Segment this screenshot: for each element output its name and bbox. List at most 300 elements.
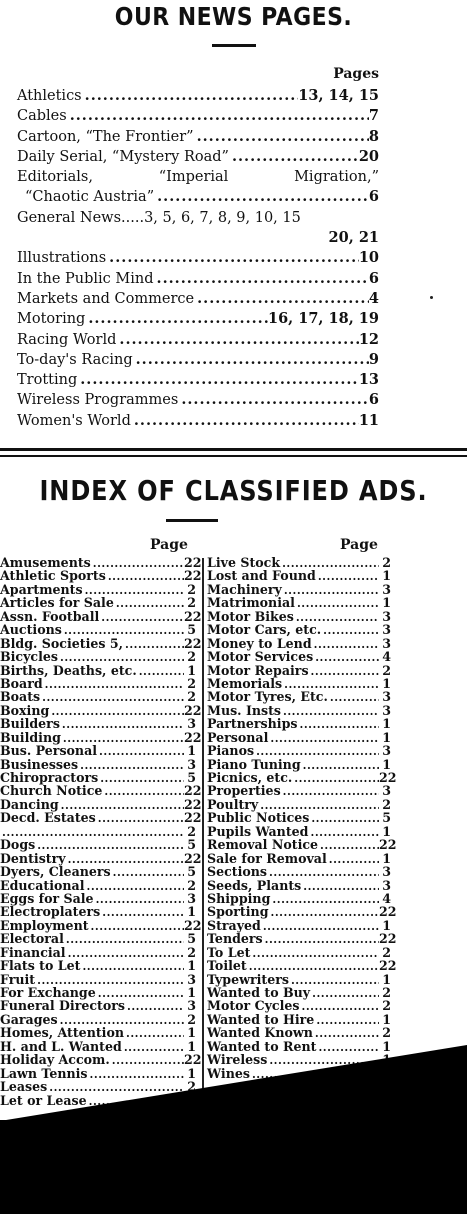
classified-entry (0, 946, 196, 959)
classified-entry-page: 3 (187, 971, 196, 987)
section-divider-thin (0, 455, 467, 457)
classified-entry-page: 3 (382, 877, 391, 893)
classified-entry (0, 677, 196, 690)
classified-entry-page: 1 (187, 1025, 196, 1041)
classified-entry-page: 22 (184, 555, 202, 570)
classified-entry-page: 2 (382, 998, 391, 1014)
classified-entry (207, 637, 391, 650)
classified-entry-page: 22 (184, 850, 202, 866)
leader-dots (269, 906, 380, 919)
classified-entry-label: Building (0, 729, 61, 745)
scan-speck (430, 296, 433, 299)
leader-dots (268, 732, 379, 745)
leader-dots (308, 826, 379, 839)
classified-entry (207, 999, 391, 1012)
left-page-header: Page (150, 537, 188, 553)
classified-entry-label: Properties (207, 783, 281, 799)
classified-entry (207, 865, 391, 878)
classified-entry (0, 917, 202, 933)
classified-entry-page: 1 (187, 1038, 196, 1054)
classified-entry-label: Births, Deaths, etc. (0, 662, 137, 678)
classified-entry-page: 22 (379, 904, 397, 920)
classified-entry-label: Seeds, Plants (207, 877, 302, 893)
classified-entry-label: Eggs for Sale (0, 890, 94, 906)
classified-entry-page: 3 (187, 998, 196, 1014)
leader-dots (301, 759, 379, 772)
classified-entry-page: 1 (382, 568, 391, 584)
leader-dots (124, 1027, 184, 1040)
classified-entry (207, 556, 391, 569)
classified-entry-page: 5 (187, 931, 196, 947)
classified-entry-page: 22 (184, 608, 202, 624)
news-entry: Wireless Programmes ..... 6 (17, 390, 379, 410)
classified-entry-label: Boxing (0, 702, 50, 718)
leader-dots (309, 812, 379, 825)
classified-entry-label: For Exchange (0, 985, 96, 1000)
classified-entry (0, 744, 196, 757)
classified-entry-page: 2 (382, 985, 391, 1000)
classified-entry (0, 568, 202, 584)
classified-entry (0, 664, 196, 677)
leader-dots (310, 987, 379, 1000)
classified-entry-page: 22 (184, 702, 202, 718)
classified-entry-label: Live Stock (207, 555, 281, 570)
classified-entry (0, 608, 202, 624)
classified-entry (0, 865, 196, 878)
classified-entry-label: Strayed (207, 917, 261, 933)
classified-entry-page: 22 (184, 729, 202, 745)
classified-entry-label: Bus. Personal (0, 743, 98, 759)
classified-entry (0, 596, 196, 609)
classified-entry-label: Wireless (207, 1052, 268, 1068)
classified-entry-page: 3 (382, 581, 391, 597)
classified-entry (207, 986, 391, 999)
classified-entry-label: Money to Lend (207, 635, 312, 651)
classified-entry-page: 2 (382, 796, 391, 812)
leader-dots (94, 893, 184, 906)
classified-entry-page: 1 (382, 1011, 391, 1027)
classified-entry-label: Let or Lease (0, 1092, 87, 1108)
classified-entry (207, 610, 391, 623)
classified-entry-label: Fruit (0, 971, 36, 987)
classified-entry (0, 986, 196, 999)
classified-entry-page: 22 (184, 635, 202, 651)
classified-entry-page: 2 (382, 944, 391, 960)
classified-entry-page: 1 (187, 662, 196, 678)
classified-entry-page: 5 (187, 864, 196, 880)
classified-entry (0, 690, 196, 703)
classified-entry-page: 22 (184, 917, 202, 933)
classified-entry (0, 973, 196, 986)
classified-entry-page: 2 (187, 675, 196, 691)
classified-entry-page: 2 (382, 662, 391, 678)
classified-entry-page: 1 (382, 823, 391, 839)
leader-dots (125, 1000, 184, 1013)
leader-dots (123, 638, 184, 651)
news-entry: Daily Serial, “Mystery Road” ..... 20 (17, 147, 379, 167)
classified-entry (0, 583, 196, 596)
leader-dots (40, 691, 184, 704)
leader-dots (97, 745, 184, 758)
classified-entry-page: 1 (382, 595, 391, 611)
classified-entry (0, 905, 196, 918)
classified-entry-label: Personal (207, 729, 269, 745)
classified-entry-label: Lost and Found (207, 568, 316, 584)
classified-entry-page: 22 (184, 568, 202, 584)
classified-entry-label: Memorials (207, 675, 283, 691)
classified-entry-label: Wanted to Hire (207, 1011, 315, 1027)
classified-entry (0, 810, 202, 826)
classified-entry-label: Motor Cars, etc. (207, 622, 322, 638)
classified-entry (207, 904, 397, 920)
classified-entry (207, 958, 397, 974)
classified-entry-page: 3 (187, 756, 196, 772)
news-entry: General News.....3, 5, 6, 7, 8, 9, 10, 15 (17, 209, 301, 226)
classified-entry-label: Dyers, Cleaners (0, 864, 111, 880)
leader-dots (64, 933, 184, 946)
leader-dots (282, 584, 379, 597)
classified-entry (0, 932, 196, 945)
classified-entry-page: 1 (382, 1052, 391, 1068)
classified-entry-label: Garages (0, 1011, 58, 1027)
news-entry: Markets and Commerce ..... 4 (17, 289, 379, 309)
classified-entry-page: 2 (382, 1025, 391, 1041)
classified-entry (207, 770, 397, 785)
classified-entry (207, 664, 391, 677)
leader-dots (297, 718, 379, 731)
classified-entry-page: 22 (379, 837, 397, 853)
news-entry: “Chaotic Austria” ..... 6 (17, 187, 379, 207)
classified-entry (0, 1013, 196, 1026)
classified-entry (207, 1013, 391, 1026)
classified-entry-label: Amusements (0, 555, 91, 570)
leader-dots (80, 960, 184, 973)
classified-entry-label: Partnerships (207, 716, 298, 732)
classified-entry-page: 22 (184, 1052, 202, 1068)
classified-entry-page: 1 (382, 1065, 391, 1081)
classified-entry (0, 796, 202, 812)
classified-entry-label: To Let (207, 944, 251, 960)
classified-entry (0, 717, 196, 730)
leader-dots (316, 570, 379, 583)
leader-dots (301, 880, 379, 893)
news-entry: Women's World ..... 11 (17, 411, 379, 431)
classified-entry (0, 758, 196, 771)
classified-entry-label: Wanted to Rent (207, 1038, 317, 1054)
classified-entry (0, 1026, 196, 1039)
classified-entry-page: 2 (187, 689, 196, 705)
classified-entry-page: 2 (187, 595, 196, 611)
classified-entry-page: 1 (382, 1038, 391, 1054)
classified-entry (0, 892, 196, 905)
classified-entry (207, 650, 391, 663)
classified-entry-label: Motor Tyres, Etc. (207, 689, 328, 705)
classified-entry-page: 22 (184, 783, 202, 799)
classified-entry-page: 1 (382, 716, 391, 732)
classified-entry (207, 919, 391, 932)
classified-entry-label: Athletic Sports (0, 568, 106, 584)
classified-entry-page: 22 (379, 958, 397, 974)
classified-entry (0, 850, 202, 866)
classified-entry (0, 729, 202, 745)
classified-entry-label: Motor Cycles (207, 998, 300, 1014)
classified-entry-label: Bldg. Societies 5, (0, 635, 124, 651)
classified-entry (207, 731, 391, 744)
news-entry: Racing World ..... 12 (17, 330, 379, 350)
classified-entry-label: Chiropractors (0, 770, 99, 785)
classified-entry-label: Apartments (0, 581, 83, 597)
classified-entry-page: 4 (382, 890, 391, 906)
news-entry: Editorials, “Imperial Migration,” (17, 169, 379, 186)
classified-entry-page: 1 (187, 1065, 196, 1081)
classified-entry-label: Tenders (207, 931, 263, 947)
leader-dots (270, 893, 379, 906)
pages-column-header: Pages (333, 66, 379, 82)
news-pages-title: OUR NEWS PAGES. (114, 2, 353, 31)
classified-entry-label: Assn. Football (0, 608, 100, 624)
classified-entry-label: Auctions (0, 622, 62, 638)
classified-entry-page: 22 (184, 796, 202, 812)
classified-entry-label: H. and L. Wanted (0, 1038, 122, 1054)
classified-entry (207, 596, 391, 609)
classified-entry (0, 635, 202, 651)
classified-entry-label: Sections (207, 864, 268, 880)
leader-dots (309, 665, 379, 678)
classified-entry-page: 3 (382, 783, 391, 799)
leader-dots (292, 772, 379, 785)
classified-entry (207, 837, 397, 853)
classified-entry-page: 5 (187, 622, 196, 638)
classified-entry-page: 1 (187, 958, 196, 974)
classified-entry (207, 973, 391, 986)
classified-title-underline (166, 519, 218, 522)
classified-entry-label: Dentistry (0, 850, 66, 866)
classified-entry (207, 583, 391, 596)
classified-entry-label: Decd. Estates (0, 810, 96, 826)
classified-entry-page: 3 (382, 743, 391, 759)
classified-entry-label: Piano Tuning (207, 756, 301, 772)
classified-entry (207, 946, 391, 959)
classified-entry-page: 5 (382, 810, 391, 826)
leader-dots (314, 1014, 379, 1027)
leader-dots (98, 772, 184, 785)
leader-dots (85, 880, 185, 893)
classified-entry (207, 852, 391, 865)
classified-entry-page: 2 (187, 1011, 196, 1027)
classified-entry-label: Wines (207, 1065, 250, 1081)
classified-entry-label: Financial (0, 944, 66, 960)
classified-entry (207, 690, 391, 703)
classified-entry (0, 702, 202, 718)
leader-dots (111, 866, 184, 879)
news-entry: Cables ..... 7 (17, 106, 379, 126)
leader-dots (250, 947, 379, 960)
classified-entry (0, 555, 202, 570)
classified-entry (207, 879, 391, 892)
news-entry: To-day's Racing ..... 9 (17, 350, 379, 370)
classified-entry-label: Toilet (207, 958, 247, 974)
leader-dots (49, 705, 184, 718)
classified-entry-label: Church Notice (0, 783, 103, 799)
classified-entry-page: 1 (382, 675, 391, 691)
classified-entry (207, 677, 391, 690)
classified-entry-label: Public Notices (207, 810, 310, 826)
classified-entry-label: Removal Notice (207, 837, 319, 853)
classified-entry-label: Typewriters (207, 971, 289, 987)
leader-dots (43, 678, 184, 691)
classified-entry-page: 2 (187, 649, 196, 665)
classified-entry-label: Pianos (207, 743, 255, 759)
leader-dots (96, 812, 184, 825)
classified-entry-page: 5 (187, 770, 196, 785)
section-divider-thick (0, 448, 467, 451)
leader-dots (99, 611, 184, 624)
classified-entry-label: Boats (0, 689, 41, 705)
news-entry: Athletics ..... 13, 14, 15 (17, 86, 379, 106)
classified-entry (207, 623, 391, 636)
news-entry: Illustrations ..... 10 (17, 248, 379, 268)
classified-entry-label: Funeral Directors (0, 998, 125, 1014)
classified-entry (207, 784, 391, 797)
news-entry: Motoring ..... 16, 17, 18, 19 (17, 309, 379, 329)
classified-right-column (207, 555, 397, 1081)
classified-entry-page: 2 (187, 944, 196, 960)
classified-entry-label: Dancing (0, 796, 59, 812)
leader-dots (102, 785, 184, 798)
classified-entry (0, 783, 202, 799)
classified-entry-page: 22 (379, 770, 397, 785)
classified-entry-page: 3 (187, 890, 196, 906)
leader-dots (328, 691, 379, 704)
classified-entry-label: Businesses (0, 756, 79, 772)
classified-entry-page: 22 (379, 931, 397, 947)
leader-dots (137, 665, 184, 678)
classified-entry-label: Electoral (0, 931, 64, 947)
classified-entry-page: 2 (187, 823, 196, 839)
classified-entry (207, 931, 397, 947)
leader-dots (100, 906, 184, 919)
classified-entry (207, 1026, 391, 1039)
classified-entry-label: Leases (0, 1079, 48, 1095)
classified-entry-page: 1 (382, 729, 391, 745)
leader-dots (312, 638, 379, 651)
classified-entry-label: Electroplaters (0, 904, 101, 920)
classified-entry-label: Motor Services (207, 649, 314, 665)
leader-dots (114, 597, 184, 610)
classified-entry (207, 569, 391, 582)
classified-entry (207, 704, 391, 717)
classified-entry-label: Motor Bikes (207, 608, 294, 624)
classified-entry-page: 3 (382, 635, 391, 651)
classified-entry-label: Motor Repairs (207, 662, 309, 678)
column-separator (202, 558, 204, 1098)
scan-shadow (0, 1045, 467, 1121)
classified-entry-page: 3 (382, 702, 391, 718)
classified-entry-page: 3 (382, 608, 391, 624)
classified-entry-label: Pupils Wanted (207, 823, 309, 839)
classified-entry-label: Sporting (207, 904, 269, 920)
leader-dots (66, 947, 184, 960)
leader-dots (313, 651, 379, 664)
classified-entry (0, 959, 196, 972)
classified-entry-page: 3 (382, 864, 391, 880)
classified-entry-label: Dogs (0, 837, 36, 853)
leader-dots (321, 624, 379, 637)
classified-entry-page: 1 (187, 743, 196, 759)
classified-index-title: INDEX OF CLASSIFIED ADS. (39, 474, 428, 507)
classified-entry-page: 1 (382, 917, 391, 933)
classified-entry-label: Machinery (207, 581, 282, 597)
news-entry: Trotting ..... 13 (17, 370, 379, 390)
classified-entry (0, 650, 196, 663)
classified-entry (207, 758, 391, 771)
classified-entry-page: 5 (187, 837, 196, 853)
leader-dots (261, 920, 379, 933)
classified-entry-label: Wanted Known (207, 1025, 313, 1041)
classified-entry-label: Employment (0, 917, 89, 933)
classified-entry (0, 999, 196, 1012)
classified-entry-label: Mus. Insts (207, 702, 282, 718)
classified-left-column (0, 555, 202, 1108)
classified-entry-label: Bicycles (0, 649, 58, 665)
news-pages-list (17, 86, 379, 431)
classified-entry-label: Flats to Let (0, 958, 81, 974)
leader-dots (60, 718, 184, 731)
classified-entry-label: Homes, Attention (0, 1025, 125, 1041)
classified-entry-label: Wanted to Buy (207, 985, 311, 1000)
leader-dots (106, 570, 184, 583)
news-entry: Cartoon, “The Frontier” ..... 8 (17, 127, 379, 147)
classified-entry (207, 744, 391, 757)
classified-entry-page: 1 (382, 850, 391, 866)
classified-entry (0, 879, 196, 892)
classified-entry-label: Articles for Sale (0, 595, 114, 611)
classified-entry (0, 771, 196, 784)
classified-entry-page: 3 (382, 622, 391, 638)
classified-entry-page: 1 (187, 985, 196, 1000)
leader-dots (263, 933, 379, 946)
classified-entry (0, 623, 196, 636)
news-entry: 20, 21 (328, 229, 379, 247)
classified-entry-label: Educational (0, 877, 85, 893)
classified-entry-page: 2 (187, 581, 196, 597)
news-entry: In the Public Mind ..... 6 (17, 269, 379, 289)
classified-entry (207, 825, 391, 838)
classified-entry (207, 717, 391, 730)
classified-entry-page: 3 (382, 689, 391, 705)
classified-entry-label: Board (0, 675, 43, 691)
classified-entry (207, 798, 391, 811)
classified-entry-page: 2 (187, 877, 196, 893)
leader-dots (295, 597, 379, 610)
classified-entry (207, 892, 391, 905)
classified-entry (0, 838, 196, 851)
classified-entry-label: Matrimonial (207, 595, 295, 611)
classified-entry-page: 1 (382, 971, 391, 987)
classified-entry-page: 1 (382, 756, 391, 772)
classified-entry-label: Lawn Tennis (0, 1065, 88, 1081)
classified-entry-page: 3 (187, 716, 196, 732)
title-underline (212, 44, 256, 47)
classified-entry-label: Builders (0, 716, 60, 732)
leader-dots (313, 1027, 379, 1040)
classified-entry-page: 4 (382, 649, 391, 665)
classified-entry-label: Sale for Removal (207, 850, 327, 866)
right-page-header: Page (340, 537, 378, 553)
leader-dots (318, 839, 379, 852)
leader-dots (281, 785, 379, 798)
classified-entry-page: 2 (187, 1079, 196, 1095)
